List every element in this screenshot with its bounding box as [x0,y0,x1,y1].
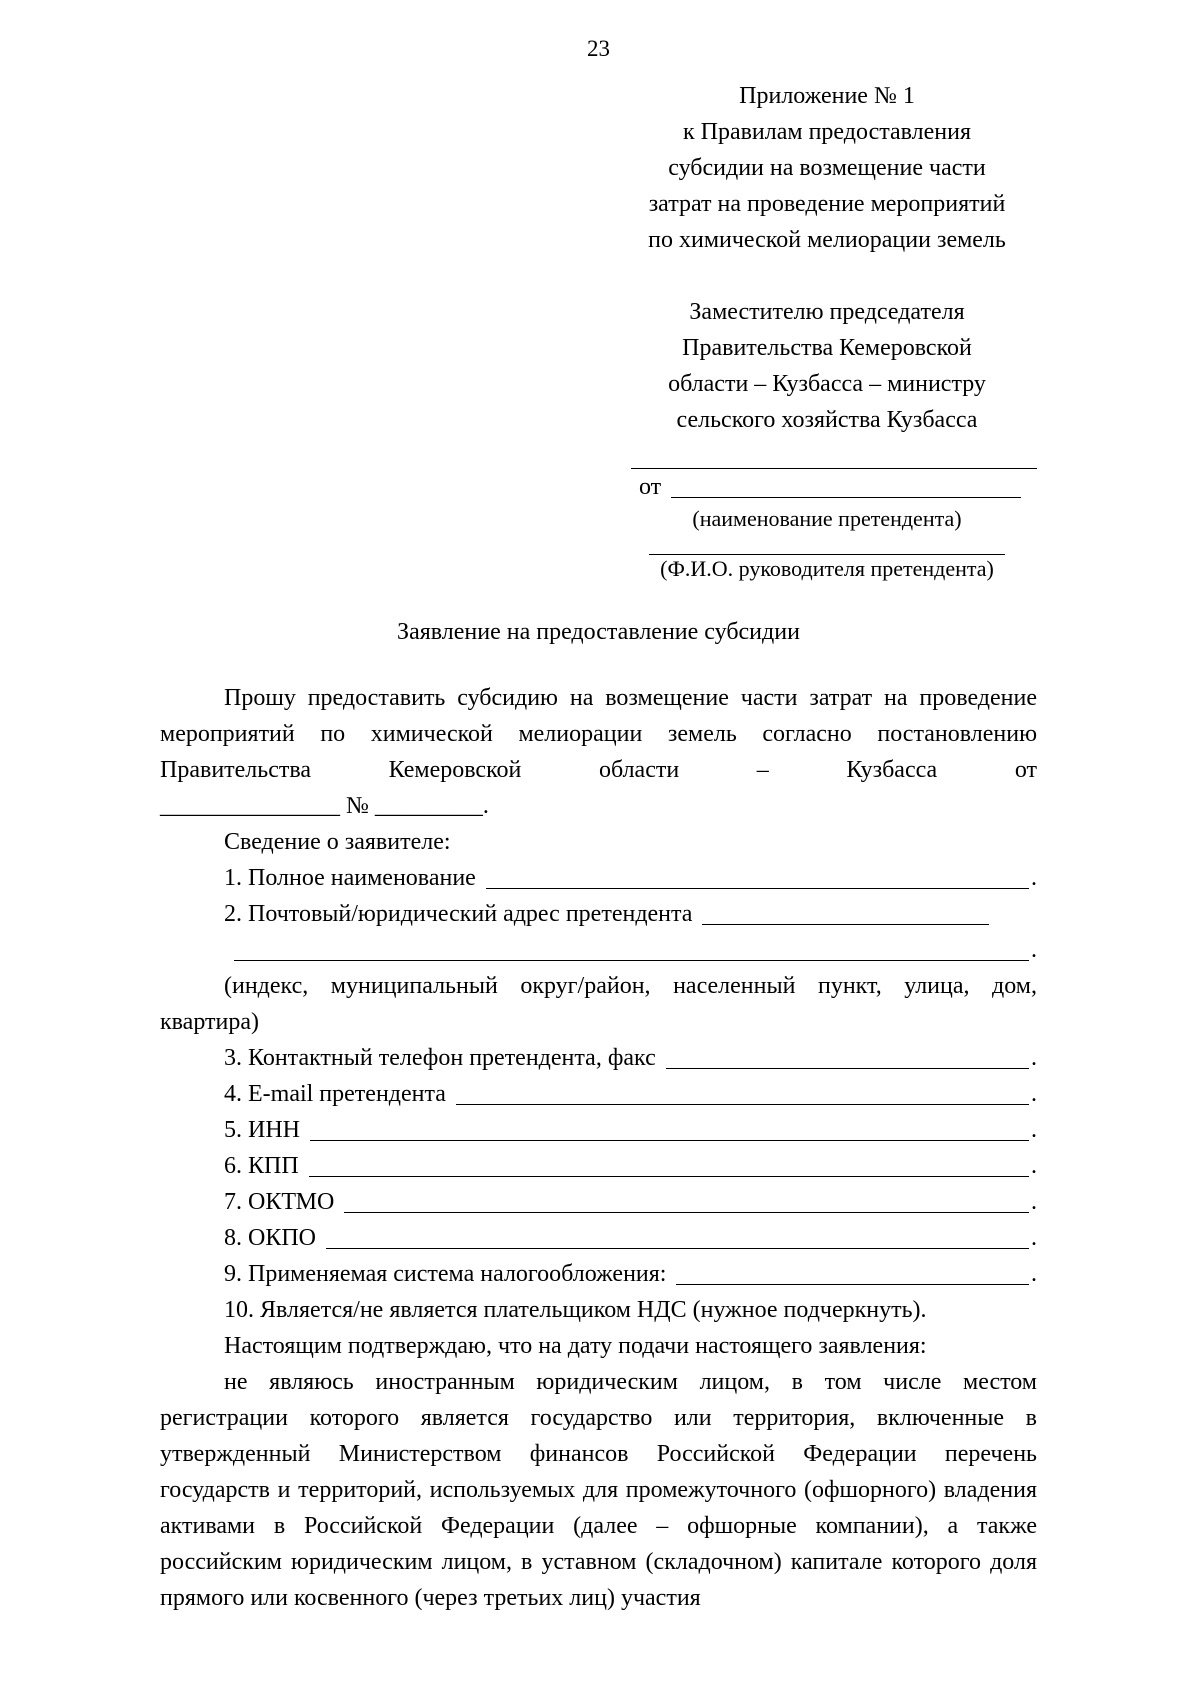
appendix-block [617,78,1037,258]
field-address-label: 2. Почтовый/юридический адрес претендента [224,901,693,927]
field-tax-system-tail: . [1031,1261,1037,1287]
field-inn-tail: . [1031,1117,1037,1143]
address-format-caption: (индекс, муниципальный округ/район, населенный пункт, улица, дом, квартира) [160,973,1037,1035]
field-inn-blank [310,1140,1029,1141]
field-full-name-tail: . [1031,865,1037,891]
field-okpo-blank [326,1248,1029,1249]
offshore-paragraph: не являюсь иностранным юридическим лицом, в том числе местом регистрации которого является государство или территория, включенные в утвержденный Министерством финансов Российской Федерации перечень государств и территорий, используемых для промежуточного (офшорного) владения активами в Российской Федерации (далее – офшорные компании), а также российским юридическим лицом, в уставном (складочном) капитале которого доля прямого или косвенного (через третьих лиц) участия [160,1369,1037,1611]
details-heading: Сведение о заявителе: [224,829,451,855]
field-tax-system-blank [676,1284,1029,1285]
document-title: Заявление на предоставление субсидии [397,619,800,645]
field-phone-fax-blank [666,1068,1029,1069]
appendix-line: Приложение № 1 [739,83,915,109]
field-oktmo-tail: . [1031,1189,1037,1215]
appendix-line: к Правилам предоставления [682,119,972,145]
blank-line-top [631,446,1037,469]
field-tax-system [160,1256,1037,1292]
field-oktmo [160,1184,1037,1220]
addressee-block [617,294,1037,438]
field-email-label: 4. E-mail претендента [224,1081,446,1107]
confirmation-lead: Настоящим подтверждаю, что на дату подачи настоящего заявления: [224,1333,927,1359]
page-number: 23 [587,36,610,61]
field-inn-label: 5. ИНН [224,1117,300,1143]
field-inn [160,1112,1037,1148]
field-okpo-label: 8. ОКПО [224,1225,317,1251]
field-phone-fax-label: 3. Контактный телефон претендента, факс [224,1045,656,1071]
field-full-name-blank [486,888,1029,889]
field-kpp-tail: . [1031,1153,1037,1179]
appendix-line: по химической мелиорации земель [648,227,1006,253]
head-fio-blank [649,532,1005,555]
head-fio-caption: (Ф.И.О. руководителя претендента) [660,556,994,581]
addressee-line: сельского хозяйства Кузбасса [676,407,978,433]
addressee-line: области – Кузбасса – министру [668,371,986,397]
field-kpp-label: 6. КПП [224,1153,299,1179]
vat-statement: 10. Является/не является плательщиком НДС (нужное подчеркнуть). [224,1297,927,1323]
field-oktmo-label: 7. ОКТМО [224,1189,335,1215]
appendix-line: затрат на проведение мероприятий [648,191,1006,217]
intro-blank-line: _______________ № _________. [160,793,489,819]
signature-block [617,446,1037,582]
field-address-line2-tail: . [1031,937,1037,963]
applicant-name-caption: (наименование претендента) [692,506,962,531]
field-oktmo-blank [344,1212,1029,1213]
field-kpp-blank [309,1176,1029,1177]
field-email-tail: . [1031,1081,1037,1107]
appendix-line: субсидии на возмещение части [668,155,986,181]
field-address-line2 [160,932,1037,968]
applicant-name-blank [671,497,1021,498]
field-email-blank [456,1104,1029,1105]
field-address-line2-blank [234,960,1029,961]
field-address [160,896,1037,932]
field-phone-fax-tail: . [1031,1045,1037,1071]
from-row [617,469,1037,505]
field-tax-system-label: 9. Применяемая система налогообложения: [224,1261,667,1287]
field-kpp [160,1148,1037,1184]
intro-paragraph: Прошу предоставить субсидию на возмещение части затрат на проведение мероприятий по химической мелиорации земель согласно постановлению Правительства Кемеровской области – Кузбасса от [160,685,1037,783]
addressee-line: Заместителю председателя [689,299,965,325]
field-phone-fax [160,1040,1037,1076]
addressee-line: Правительства Кемеровской [682,335,972,361]
field-full-name [160,860,1037,896]
field-okpo [160,1220,1037,1256]
field-full-name-label: 1. Полное наименование [224,865,476,891]
field-address-blank [702,924,989,925]
field-okpo-tail: . [1031,1225,1037,1251]
field-email [160,1076,1037,1112]
header-right-column [617,78,1037,582]
from-label: от [639,474,662,500]
